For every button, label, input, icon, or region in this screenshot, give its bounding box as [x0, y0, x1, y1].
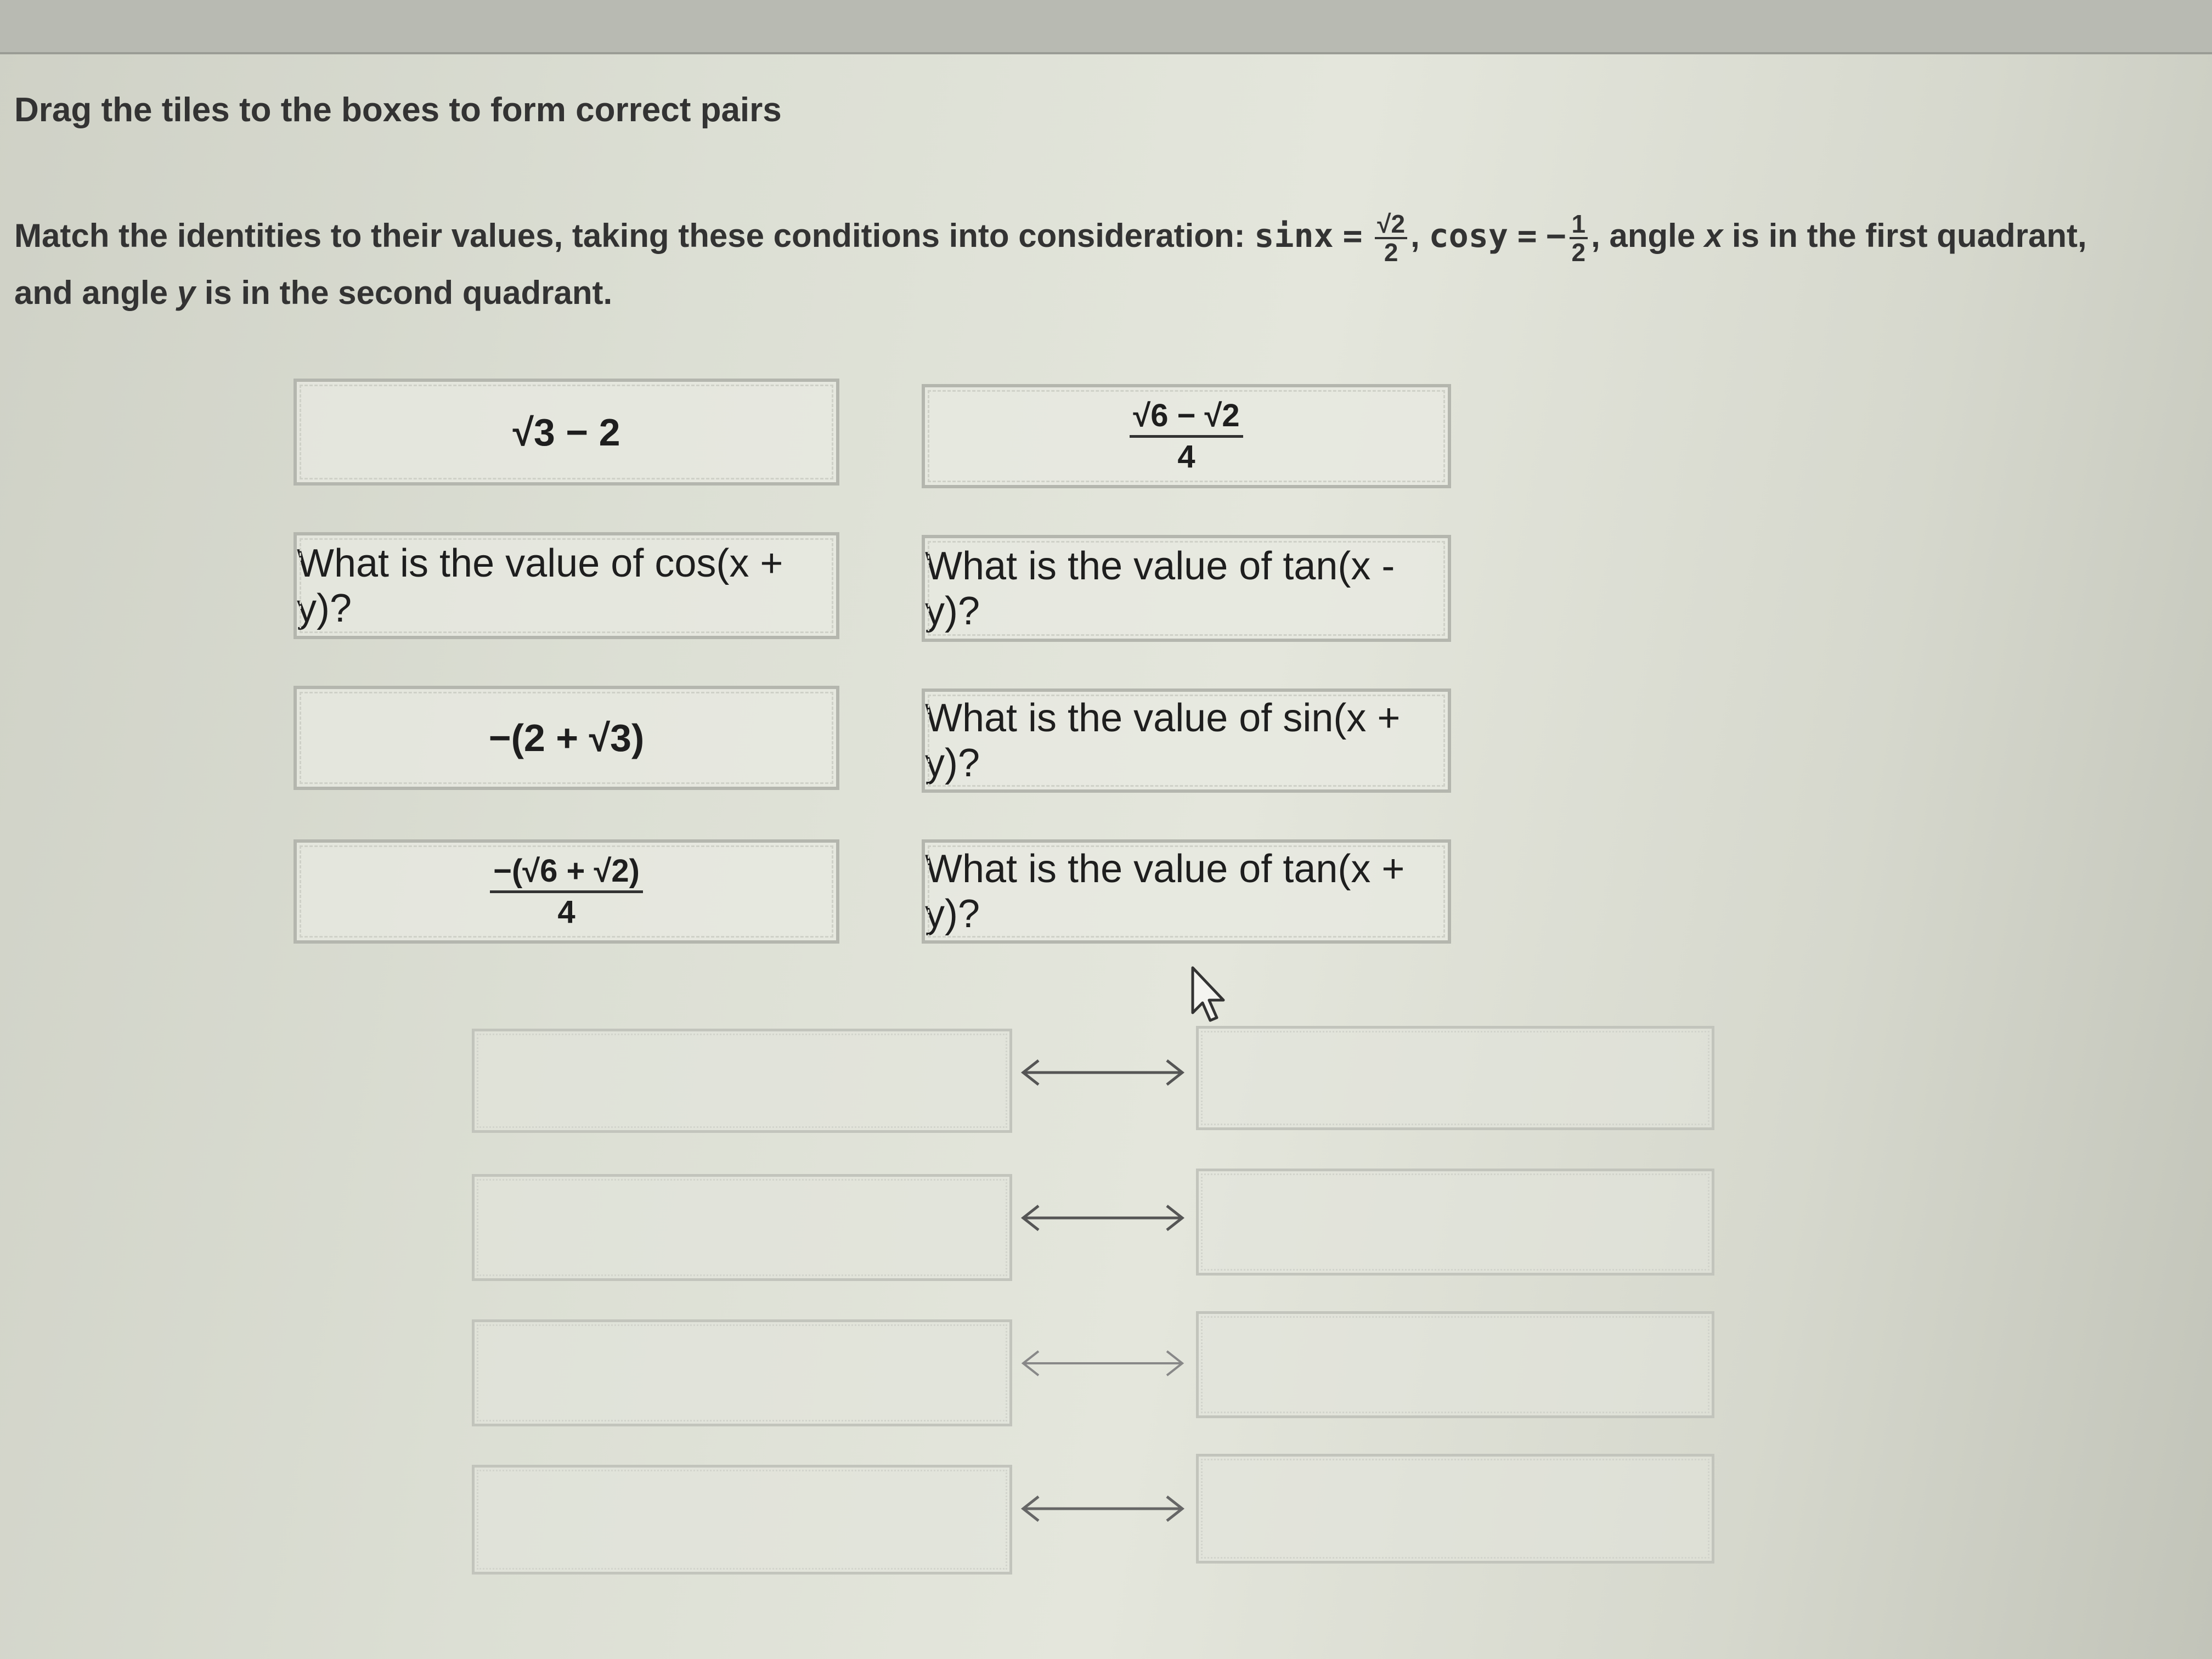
- tile-neg-2-plus-sqrt3[interactable]: [294, 686, 839, 790]
- tile-fraction-numerator: √6 − √2: [1130, 397, 1243, 438]
- tile-label: √3 − 2: [512, 410, 620, 454]
- double-arrow-icon: [1018, 1056, 1188, 1089]
- top-toolbar-strip: [0, 0, 2212, 54]
- cos-value-denominator: 2: [1571, 238, 1586, 267]
- question-suffix-b: is in the first quadrant, and angle: [14, 217, 2087, 312]
- variable-y: y: [177, 274, 196, 312]
- drop-slot-left-4[interactable]: [472, 1465, 1012, 1575]
- tile-fraction: [490, 852, 643, 932]
- tile-label: What is the value of sin(x + y)?: [925, 696, 1401, 785]
- tile-sqrt6-minus-sqrt2-over-4[interactable]: [922, 384, 1451, 488]
- cos-label: cosy: [1429, 217, 1508, 255]
- question-prefix: Match the identities to their values, taking these conditions into consideration:: [14, 217, 1255, 254]
- tile-fraction: [1130, 397, 1243, 476]
- sin-label: sinx: [1254, 217, 1334, 255]
- cos-value-sign: −: [1546, 217, 1566, 255]
- question-suffix-c: is in the second quadrant.: [195, 274, 613, 312]
- tile-label: What is the value of tan(x - y)?: [925, 544, 1395, 633]
- drop-slot-left-1[interactable]: [472, 1029, 1012, 1133]
- drop-slot-right-1[interactable]: [1196, 1026, 1714, 1130]
- tile-neg-sqrt6-plus-sqrt2-over-4[interactable]: [294, 839, 839, 944]
- tile-fraction-denominator: 4: [557, 894, 575, 930]
- question-text: [14, 208, 2099, 320]
- drop-slot-right-2[interactable]: [1196, 1169, 1714, 1276]
- question-suffix-a: , angle: [1591, 217, 1705, 254]
- drop-slot-left-2[interactable]: [472, 1174, 1012, 1281]
- tile-cos-x-plus-y[interactable]: [294, 532, 839, 639]
- tile-tan-x-plus-y[interactable]: [922, 839, 1451, 944]
- double-arrow-icon: [1018, 1201, 1188, 1234]
- drop-slot-right-3[interactable]: [1196, 1311, 1714, 1418]
- instruction-text: Drag the tiles to the boxes to form correct pairs: [14, 91, 782, 129]
- equals-sign-2: =: [1517, 217, 1537, 255]
- cos-value-numerator: 1: [1570, 211, 1588, 239]
- sin-value-numerator: √2: [1375, 211, 1407, 239]
- tile-label: −(2 + √3): [488, 716, 645, 759]
- question-comma: ,: [1410, 217, 1420, 254]
- tile-sin-x-plus-y[interactable]: [922, 689, 1451, 793]
- double-arrow-icon: [1018, 1492, 1188, 1525]
- double-arrow-icon: [1018, 1347, 1188, 1380]
- drop-slot-right-4[interactable]: [1196, 1454, 1714, 1564]
- tile-tan-x-minus-y[interactable]: [922, 535, 1451, 642]
- tile-sqrt3-minus-2[interactable]: [294, 379, 839, 486]
- cos-value-fraction: [1570, 211, 1588, 266]
- sin-value-denominator: 2: [1384, 238, 1398, 267]
- tile-fraction-numerator: −(√6 + √2): [490, 852, 643, 893]
- tile-fraction-denominator: 4: [1177, 438, 1195, 475]
- drop-slot-left-3[interactable]: [472, 1319, 1012, 1426]
- variable-x: x: [1704, 217, 1723, 254]
- mouse-pointer-icon: [1190, 966, 1229, 1026]
- tile-label: What is the value of tan(x + y)?: [925, 847, 1405, 936]
- tile-label: What is the value of cos(x + y)?: [297, 541, 783, 630]
- sin-value-fraction: [1375, 211, 1407, 266]
- equals-sign: =: [1342, 217, 1363, 255]
